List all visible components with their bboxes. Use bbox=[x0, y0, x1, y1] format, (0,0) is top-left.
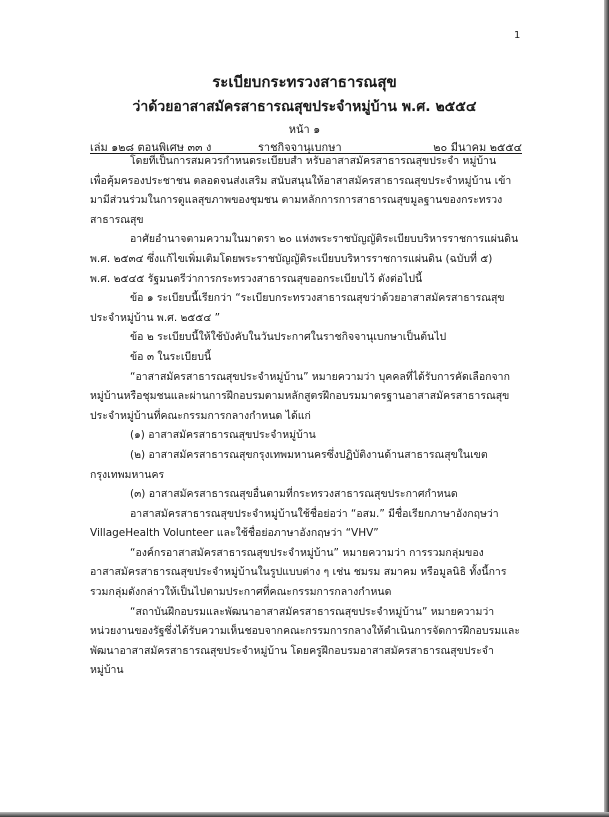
body-line: ข้อ ๑ ระเบียบนี้เรียกว่า “ระเบียบกระทรวงสาธารณสุขว่าด้วยอาสาสมัครสาธารณสุข bbox=[130, 292, 505, 305]
body-line: มามีส่วนร่วมในการดูแลสุขภาพของชุมชน ตามหลักการการสาธารณสุขมูลฐานของกระทรวง bbox=[90, 194, 503, 207]
scan-edge-bottom bbox=[0, 812, 609, 817]
body-line: กรุงเทพมหานคร bbox=[90, 468, 165, 481]
gazette-issue: เล่ม ๑๒๘ ตอนพิเศษ ๓๓ ง bbox=[90, 141, 212, 154]
body-line: (๑) อาสาสมัครสาธารณสุขประจำหมู่บ้าน bbox=[130, 429, 316, 442]
body-line: พ.ศ. ๒๕๓๔ ซึ่งแก้ไขเพิ่มเติมโดยพระราชบัญญัติระเบียบบริหารราชการแผ่นดิน (ฉบับที่ ๕) bbox=[90, 252, 493, 265]
body-line: อาศัยอำนาจตามความในมาตรา ๒๐ แห่งพระราชบัญญัติระเบียบบริหารราชการแผ่นดิน bbox=[130, 233, 519, 246]
body-line: “องค์กรอาสาสมัครสาธารณสุขประจำหมู่บ้าน” หมายความว่า การรวมกลุ่มของ bbox=[130, 546, 484, 559]
document-body bbox=[90, 152, 530, 681]
body-line: (๓) อาสาสมัครสาธารณสุขอื่นตามที่กระทรวงสาธารณสุขประกาศกำหนด bbox=[130, 488, 458, 501]
page-number: 1 bbox=[514, 30, 521, 41]
body-line: หมู่บ้านหรือชุมชนและผ่านการฝึกอบรมตามหลักสูตรฝึกอบรมมาตรฐานอาสาสมัครสาธารณสุข bbox=[90, 390, 510, 403]
body-line: ประจำหมู่บ้าน พ.ศ. ๒๕๕๔ ” bbox=[90, 311, 221, 324]
gazette-name: ราชกิจจานุเบกษา bbox=[258, 141, 342, 154]
body-line: อาสาสมัครสาธารณสุขประจำหมู่บ้านในรูปแบบต่าง ๆ เช่น ชมรม สมาคม หรือมูลนิธิ ทั้งนี้การ bbox=[90, 566, 507, 579]
page-reference: หน้า ๑ bbox=[288, 123, 321, 136]
body-line: VillageHealth Volunteer และใช้ชื่อย่อภาษาอังกฤษว่า “VHV” bbox=[90, 527, 379, 540]
gazette-date: ๒๐ มีนาคม ๒๕๕๔ bbox=[433, 141, 522, 154]
body-line: อาสาสมัครสาธารณสุขประจำหมู่บ้านใช้ชื่อย่อว่า “อสม.” มีชื่อเรียกภาษาอังกฤษว่า bbox=[130, 507, 499, 520]
body-line: โดยที่เป็นการสมควรกำหนดระเบียบสำ หรับอาสาสมัครสาธารณสุขประจำ หมู่บ้าน bbox=[130, 155, 497, 167]
body-line: ข้อ ๒ ระเบียบนี้ให้ใช้บังคับในวันประกาศในราชกิจจานุเบกษาเป็นต้นไป bbox=[130, 331, 447, 344]
body-line: (๒) อาสาสมัครสาธารณสุขกรุงเทพมหานครซึ่งปฏิบัติงานด้านสาธารณสุขในเขต bbox=[130, 448, 488, 461]
body-line: เพื่อคุ้มครองประชาชน ตลอดจนส่งเสริม สนับสนุนให้อาสาสมัครสาธารณสุขประจำหมู่บ้าน เข้า bbox=[90, 174, 512, 187]
body-line: “อาสาสมัครสาธารณสุขประจำหมู่บ้าน” หมายความว่า บุคคลที่ได้รับการคัดเลือกจาก bbox=[130, 370, 510, 383]
body-line: พัฒนาอาสาสมัครสาธารณสุขประจำหมู่บ้าน โดยครูฝึกอบรมอาสาสมัครสาธารณสุขประจำ bbox=[90, 644, 494, 657]
body-line: พ.ศ. ๒๕๔๕ รัฐมนตรีว่าการกระทรวงสาธารณสุขออกระเบียบไว้ ดังต่อไปนี้ bbox=[90, 272, 423, 285]
body-line: รวมกลุ่มดังกล่าวให้เป็นไปตามประกาศที่คณะกรรมการกลางกำหนด bbox=[90, 586, 392, 599]
body-line: หน่วยงานของรัฐซึ่งได้รับความเห็นชอบจากคณะกรรมการกลางให้ดำเนินการจัดการฝึกอบรมและ bbox=[90, 625, 520, 638]
body-line: “สถาบันฝึกอบรมและพัฒนาอาสาสมัครสาธารณสุขประจำหมู่บ้าน” หมายความว่า bbox=[130, 605, 495, 618]
body-line: สาธารณสุข bbox=[90, 213, 144, 226]
document-subtitle: ว่าด้วยอาสาสมัครสาธารณสุขประจำหมู่บ้าน พ.ศ. ๒๕๕๔ bbox=[132, 99, 477, 115]
document-title: ระเบียบกระทรวงสาธารณสุข bbox=[212, 73, 397, 91]
body-line: ประจำหมู่บ้านที่คณะกรรมการกลางกำหนด ได้แก่ bbox=[90, 409, 311, 422]
body-line: หมู่บ้าน bbox=[90, 664, 124, 677]
body-line: ข้อ ๓ ในระเบียบนี้ bbox=[130, 350, 212, 363]
